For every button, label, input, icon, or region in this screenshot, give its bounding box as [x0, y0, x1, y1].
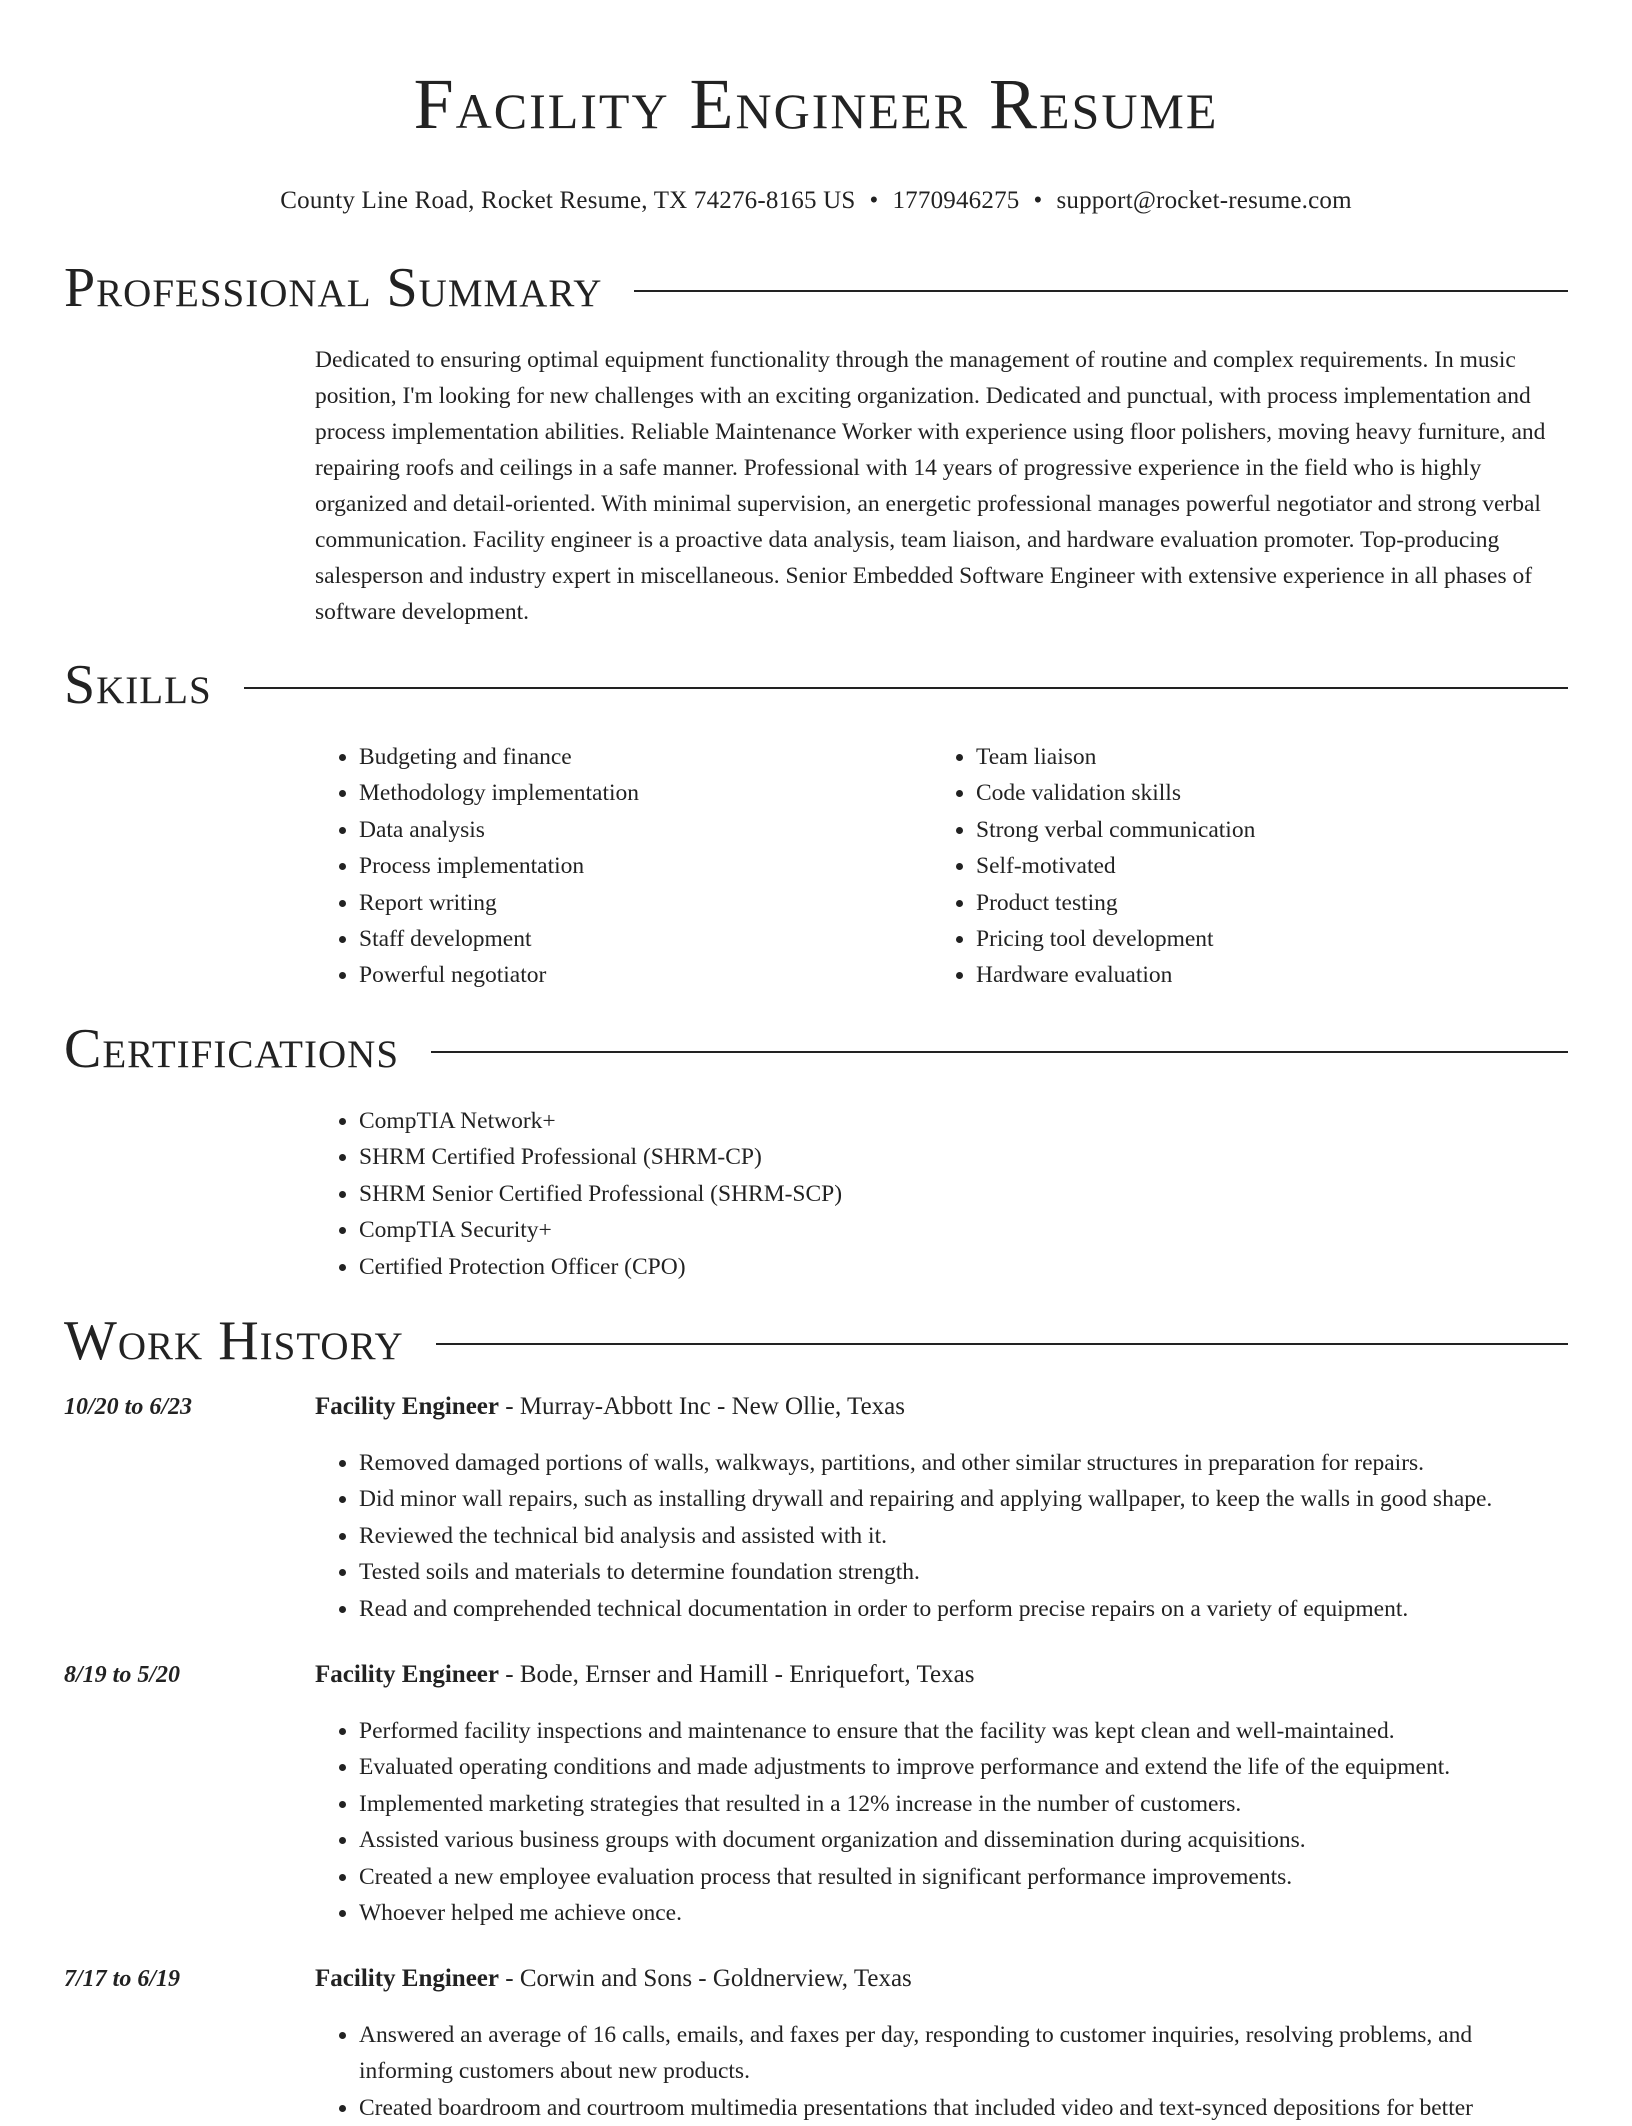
contact-separator: •: [1033, 187, 1043, 214]
job-details: - Murray-Abbott Inc - New Ollie, Texas: [499, 1393, 906, 1420]
certifications-header: [64, 1019, 1568, 1079]
job-title: Facility Engineer: [315, 1393, 499, 1420]
job-bullet: • Created boardroom and courtroom multimedia presentations that included video and text-synced depositions for better: [359, 2090, 1568, 2126]
job-bullet: • Evaluated operating conditions and made adjustments to improve performance and extend the life of the equipment.: [359, 1749, 1568, 1785]
skill-item: • Code validation skills: [976, 775, 1549, 811]
job-bullet: • Read and comprehended technical documentation in order to perform precise repairs on a variety of equipment.: [359, 1591, 1568, 1627]
skills-column-right: [932, 739, 1549, 994]
certification-item: • SHRM Certified Professional (SHRM-CP): [359, 1139, 1568, 1175]
resume-page: [64, 0, 1568, 2121]
job-entry: [64, 1965, 1568, 2126]
job-bullet: • Did minor wall repairs, such as installing drywall and repairing and applying wallpaper, to keep the walls in good shape.: [359, 1481, 1568, 1517]
job-bullet: • Assisted various business groups with document organization and dissemination during acquisitions.: [359, 1822, 1568, 1858]
job-entry: [64, 1661, 1568, 1931]
section-heading: Certifications: [64, 1018, 400, 1080]
skill-item: • Strong verbal communication: [976, 812, 1549, 848]
skill-item: • Data analysis: [359, 812, 932, 848]
certifications-list-wrap: [315, 1103, 1568, 1285]
job-dates: 8/19 to 5/20: [64, 1662, 181, 1688]
job-heading: [315, 1965, 912, 1993]
skill-item: • Process implementation: [359, 848, 932, 884]
summary-text: Dedicated to ensuring optimal equipment functionality through the management of routine and complex requirements. In music position, I'm looking for new challenges with an exciting organization. Dedicated and punctual, with process implementation and process implementation abilities. Reliable Maintenance Worker with experience using floor polishers, moving heavy furniture, and repairing roofs and ceilings in a safe manner. Professional with 14 years of progressive experience in the field who is highly organized and detail-oriented. With minimal supervision, an energetic professional manages powerful negotiator and strong verbal communication. Facility engineer is a proactive data analysis, team liaison, and hardware evaluation promoter. Top-producing salesperson and industry expert in miscellaneous. Senior Embedded Software Engineer with extensive experience in all phases of software development.: [315, 347, 1546, 625]
job-bullet: • Answered an average of 16 calls, emails, and faxes per day, responding to customer inquiries, resolving problems, and informing customers about new products.: [359, 2017, 1568, 2090]
contact-address: County Line Road, Rocket Resume, TX 74276-8165 US: [280, 187, 856, 214]
job-heading: [315, 1393, 905, 1421]
skill-item: • Team liaison: [976, 739, 1549, 775]
certification-item: • SHRM Senior Certified Professional (SHRM-SCP): [359, 1176, 1568, 1212]
job-bullet: • Tested soils and materials to determine foundation strength.: [359, 1554, 1568, 1590]
skill-item: • Methodology implementation: [359, 775, 932, 811]
skill-item: • Budgeting and finance: [359, 739, 932, 775]
job-bullet: • Performed facility inspections and maintenance to ensure that the facility was kept clean and well-maintained.: [359, 1713, 1568, 1749]
certification-item: • CompTIA Network+: [359, 1103, 1568, 1139]
job-bullet: • Created a new employee evaluation process that resulted in significant performance improvements.: [359, 1859, 1568, 1895]
section-divider: [634, 290, 1568, 292]
skill-item: • Self-motivated: [976, 848, 1549, 884]
resume-title: Facility Engineer Resume: [413, 64, 1219, 144]
job-bullet: • Reviewed the technical bid analysis and assisted with it.: [359, 1518, 1568, 1554]
skill-item: • Pricing tool development: [976, 921, 1549, 957]
summary-section: [64, 258, 1568, 630]
job-bullets: [315, 2017, 1568, 2126]
skill-item: • Product testing: [976, 885, 1549, 921]
job-title: Facility Engineer: [315, 1965, 499, 1992]
section-divider: [436, 1343, 1568, 1345]
job-bullets: [315, 1445, 1568, 1627]
job-details: - Bode, Ernser and Hamill - Enriquefort, Texas: [499, 1661, 975, 1688]
job-bullet: • Implemented marketing strategies that resulted in a 12% increase in the number of customers.: [359, 1786, 1568, 1822]
job-title: Facility Engineer: [315, 1661, 499, 1688]
work-history-section: [64, 1311, 1568, 1371]
contact-separator: •: [869, 187, 879, 214]
certification-item: • CompTIA Security+: [359, 1212, 1568, 1248]
summary-header: [64, 258, 1568, 318]
skills-grid: [315, 739, 1568, 994]
skill-item: • Hardware evaluation: [976, 957, 1549, 993]
contact-line: [64, 186, 1568, 216]
job-entry: [64, 1393, 1568, 1627]
skills-column-left: [315, 739, 932, 994]
contact-phone: 1770946275: [892, 187, 1020, 214]
job-heading: [315, 1661, 974, 1689]
certifications-section: [64, 1019, 1568, 1285]
skill-item: • Report writing: [359, 885, 932, 921]
contact-email: support@rocket-resume.com: [1056, 187, 1352, 214]
job-dates: 10/20 to 6/23: [64, 1394, 193, 1420]
section-heading: Work History: [64, 1310, 404, 1372]
work-history-header: [64, 1311, 1568, 1371]
job-details: - Corwin and Sons - Goldnerview, Texas: [499, 1965, 912, 1992]
job-dates: 7/17 to 6/19: [64, 1966, 181, 1992]
section-heading: Professional Summary: [64, 257, 603, 319]
job-bullets: [315, 1713, 1568, 1931]
job-row: [64, 1965, 1568, 2001]
section-divider: [244, 687, 1568, 689]
skill-item: • Powerful negotiator: [359, 957, 932, 993]
certification-item: • Certified Protection Officer (CPO): [359, 1249, 1568, 1285]
section-divider: [431, 1051, 1568, 1053]
skill-item: • Staff development: [359, 921, 932, 957]
section-heading: Skills: [64, 654, 212, 716]
skills-section: [64, 655, 1568, 994]
skills-header: [64, 655, 1568, 715]
job-bullet: • Whoever helped me achieve once.: [359, 1895, 1568, 1931]
job-row: [64, 1393, 1568, 1429]
job-row: [64, 1661, 1568, 1697]
job-bullet: • Removed damaged portions of walls, walkways, partitions, and other similar structures in preparation for repairs.: [359, 1445, 1568, 1481]
